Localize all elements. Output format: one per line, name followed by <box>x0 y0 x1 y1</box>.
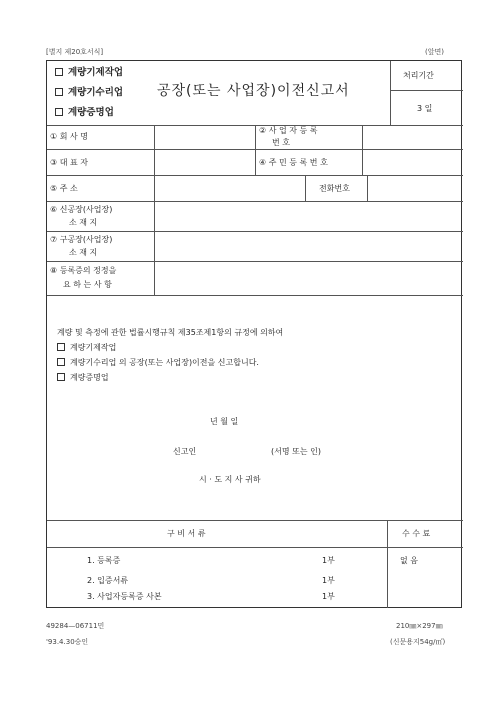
address-label: ⑤ 주 소 <box>50 184 78 193</box>
document-qty: 1부 <box>322 556 335 565</box>
address-field[interactable] <box>155 176 304 200</box>
processing-period: 3 일 <box>417 104 433 113</box>
document-qty: 1부 <box>322 576 335 585</box>
option-repair[interactable]: 계량기수리업 <box>55 88 123 98</box>
statement-option-1[interactable]: 계량기제작업 <box>57 343 116 353</box>
biz-reg-label: ② 사 업 자 등 록 <box>259 126 318 135</box>
correction-label-2: 요 하 는 사 항 <box>63 280 112 289</box>
biz-reg-field[interactable] <box>363 126 462 148</box>
checkbox-icon[interactable] <box>57 343 65 351</box>
representative-label: ③ 대 표 자 <box>50 158 88 167</box>
processing-label: 처리기간 <box>403 71 434 80</box>
fee-value: 없 음 <box>400 556 418 565</box>
company-label: ① 회 사 명 <box>50 132 88 141</box>
biz-reg-label-2: 번 호 <box>272 138 290 147</box>
document-item: 3. 사업자등록증 사본 <box>87 592 162 601</box>
documents-header: 구 비 서 류 <box>167 529 206 538</box>
form-number: [별지 제20호서식] <box>46 48 104 56</box>
document-item: 1. 등록증 <box>87 556 121 565</box>
company-field[interactable] <box>155 126 254 148</box>
old-location-field[interactable] <box>155 232 462 260</box>
checkbox-icon[interactable] <box>57 358 65 366</box>
option-certification[interactable]: 계량증명업 <box>55 108 114 118</box>
phone-label: 전화번호 <box>319 184 350 193</box>
checkbox-icon[interactable] <box>55 68 63 76</box>
correction-field[interactable] <box>155 262 462 294</box>
representative-field[interactable] <box>155 150 254 174</box>
form-title: 공장(또는 사업장)이전신고서 <box>157 83 350 99</box>
new-location-field[interactable] <box>155 202 462 230</box>
signature-label: (서명 또는 인) <box>271 447 321 456</box>
fee-header: 수 수 료 <box>402 529 431 538</box>
paper-type: (신문용지54g/㎡) <box>390 638 446 646</box>
checkbox-icon[interactable] <box>55 88 63 96</box>
applicant-label: 신고인 <box>173 447 197 456</box>
side-label: (앞면) <box>425 48 444 56</box>
new-location-label: ⑥ 신공장(사업장) <box>50 205 113 214</box>
resident-no-field[interactable] <box>363 150 462 174</box>
option-manufacture[interactable]: 계량기제작업 <box>55 68 123 78</box>
addressee: 시 · 도 지 사 귀하 <box>199 475 261 484</box>
statement-option-3[interactable]: 계량증명업 <box>57 373 109 383</box>
old-location-label-2: 소 재 지 <box>69 248 98 257</box>
new-location-label-2: 소 재 지 <box>69 218 98 227</box>
old-location-label: ⑦ 구공장(사업장) <box>50 235 113 244</box>
correction-label: ⑧ 등록증의 정정을 <box>50 266 117 275</box>
date-line: 년 월 일 <box>210 417 239 426</box>
document-qty: 1부 <box>322 592 335 601</box>
resident-no-label: ④ 주 민 등 록 번 호 <box>259 158 328 167</box>
checkbox-icon[interactable] <box>55 108 63 116</box>
statement-text: 계량 및 측정에 관한 법률시행규칙 제35조제1항의 규정에 의하여 <box>57 328 284 337</box>
approval-date: '93.4.30승인 <box>46 638 89 646</box>
document-item: 2. 입증서류 <box>87 576 129 585</box>
checkbox-icon[interactable] <box>57 373 65 381</box>
approval-number: 49284—06711민 <box>46 622 105 630</box>
phone-field[interactable] <box>368 176 462 200</box>
statement-option-2[interactable]: 계량기수리업 의 공장(또는 사업장)이전을 신고합니다. <box>57 358 259 368</box>
report-form <box>46 60 462 608</box>
paper-size: 210㎜×297㎜ <box>396 622 443 630</box>
